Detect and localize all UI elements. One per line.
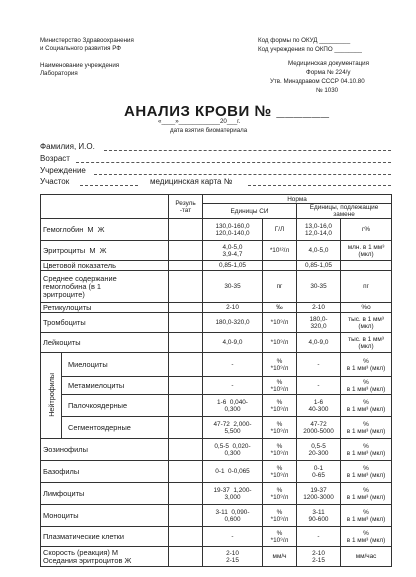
replace-value: - <box>297 353 341 377</box>
si-value: 47-72 2,000- 5,500 <box>203 417 263 439</box>
table-row <box>41 547 392 567</box>
replace-unit: тыс. в 1 мм³ (мкл) <box>341 333 392 353</box>
result-cell[interactable] <box>169 483 203 505</box>
si-unit: % *10⁹/л <box>263 377 297 395</box>
age-input-line[interactable] <box>76 162 391 163</box>
result-cell[interactable] <box>169 241 203 261</box>
okpo-code: Код учреждения по ОКПО ________ <box>258 46 362 53</box>
table-row <box>41 241 392 261</box>
form-number: Форма № 224/у <box>306 69 351 76</box>
table-row <box>41 261 392 271</box>
replace-unit: % в 1 мм³ (мкл) <box>341 483 392 505</box>
si-value: 0,5-5 0,020- 0,300 <box>203 439 263 461</box>
result-cell[interactable] <box>169 461 203 483</box>
si-unit: *10⁹/л <box>263 333 297 353</box>
si-unit: ‰ <box>263 303 297 313</box>
replace-unit: % в 1 мм³ (мкл) <box>341 353 392 377</box>
row-name: Миелоциты <box>62 353 169 377</box>
replace-value: 47-72 2000-5000 <box>297 417 341 439</box>
result-cell[interactable] <box>169 271 203 303</box>
si-value: 3-11 0,090- 0,600 <box>203 505 263 527</box>
si-value: 1-6 0,040- 0,300 <box>203 395 263 417</box>
header-norm: Норма <box>203 195 392 204</box>
date-line[interactable]: «____»____________20___г. <box>158 118 241 125</box>
si-unit: % *10⁹/л <box>263 439 297 461</box>
replace-unit: % в 1 мм³ (мкл) <box>341 377 392 395</box>
row-name: Эозинофилы <box>41 439 169 461</box>
institution-input-line[interactable] <box>94 174 391 175</box>
replace-unit: млн. в 1 мм³ (мкл) <box>341 241 392 261</box>
replace-value: 0,85-1,05 <box>297 261 341 271</box>
si-unit: % *10⁹/л <box>263 461 297 483</box>
si-unit: % *10⁹/л <box>263 483 297 505</box>
name-input-line[interactable] <box>104 150 391 151</box>
replace-value: - <box>297 377 341 395</box>
card-label: медицинская карта № <box>150 177 233 186</box>
neutrophils-group-cell <box>41 353 62 439</box>
row-name: Цветовой показатель <box>41 261 169 271</box>
row-name: Тромбоциты <box>41 313 169 333</box>
table-row <box>41 483 392 505</box>
si-unit: пг <box>263 271 297 303</box>
result-cell[interactable] <box>169 527 203 547</box>
si-value: 2-10 <box>203 303 263 313</box>
result-cell[interactable] <box>169 333 203 353</box>
si-unit: *10⁹/л <box>263 313 297 333</box>
row-name: Метамиелоциты <box>62 377 169 395</box>
neutrophils-label: Нейтрофилы <box>46 372 56 417</box>
row-name: Лейкоциты <box>41 333 169 353</box>
institution-header: Наименование учреждения Лаборатория <box>40 62 120 77</box>
section-label: Участок <box>40 177 70 186</box>
replace-unit: % в 1 мм³ (мкл) <box>341 527 392 547</box>
replace-unit: % в 1 мм³ (мкл) <box>341 505 392 527</box>
replace-unit: тыс. в 1 мм³ (мкл) <box>341 313 392 333</box>
replace-value: 0,5-5 20-300 <box>297 439 341 461</box>
table-row <box>41 219 392 241</box>
replace-value: 13,0-16,0 12,0-14,0 <box>297 219 341 241</box>
replace-value: 4,0-9,0 <box>297 333 341 353</box>
result-cell[interactable] <box>169 505 203 527</box>
si-unit: % *10⁹/л <box>263 417 297 439</box>
replace-value: 19-37 1200-3000 <box>297 483 341 505</box>
replace-unit: % в 1 мм³ (мкл) <box>341 417 392 439</box>
si-value: 0,85-1,05 <box>203 261 263 271</box>
table-row <box>41 439 392 461</box>
table-row <box>41 313 392 333</box>
row-name: Среднее содержание гемоглобина (в 1 эритроците) <box>41 271 169 303</box>
replace-unit: г% <box>341 219 392 241</box>
institution-label: Учреждение <box>40 166 86 175</box>
approval-text: Утв. Минздравом СССР 04.10.80 <box>270 78 365 85</box>
row-name: Моноциты <box>41 505 169 527</box>
row-name: Эритроциты М Ж <box>41 241 169 261</box>
result-cell[interactable] <box>169 303 203 313</box>
si-unit <box>263 261 297 271</box>
table-row <box>41 333 392 353</box>
header-name-cell <box>41 195 169 219</box>
ministry-text: Министерство Здравоохранения и Социального развития РФ <box>40 37 134 52</box>
card-input-line[interactable] <box>248 185 391 186</box>
result-cell[interactable] <box>169 377 203 395</box>
si-unit: мм/ч <box>263 547 297 567</box>
med-doc-label: Медицинская документация <box>288 60 369 67</box>
replace-value: 2-10 <box>297 303 341 313</box>
replace-value: 0-1 0-65 <box>297 461 341 483</box>
replace-unit: %о <box>341 303 392 313</box>
replace-unit: % в 1 мм³ (мкл) <box>341 461 392 483</box>
si-value: 4,0-9,0 <box>203 333 263 353</box>
result-cell[interactable] <box>169 417 203 439</box>
replace-value: 2-10 2-15 <box>297 547 341 567</box>
row-name: Плазматические клетки <box>41 527 169 547</box>
header-result: Резуль -тат <box>169 195 203 219</box>
replace-value: 180,0- 320,0 <box>297 313 341 333</box>
table-row <box>41 353 392 377</box>
table-row <box>41 271 392 303</box>
blood-analysis-table <box>40 194 392 567</box>
result-cell[interactable] <box>169 395 203 417</box>
approval-number: № 1030 <box>316 87 339 94</box>
si-unit: Г/Л <box>263 219 297 241</box>
table-row <box>41 395 392 417</box>
row-name: Сегментоядерные <box>62 417 169 439</box>
result-cell[interactable] <box>169 313 203 333</box>
replace-value: 30-35 <box>297 271 341 303</box>
result-cell[interactable] <box>169 261 203 271</box>
si-unit: % *10⁹/л <box>263 395 297 417</box>
table-row <box>41 417 392 439</box>
si-value: 30-35 <box>203 271 263 303</box>
result-cell[interactable] <box>169 547 203 567</box>
si-value: - <box>203 377 263 395</box>
si-unit: *10¹²/л <box>263 241 297 261</box>
name-label: Фамилия, И.О. <box>40 142 95 151</box>
page-title: АНАЛИЗ КРОВИ № ______ <box>124 103 330 120</box>
row-name: Палочкоядерные <box>62 395 169 417</box>
date-caption: дата взятия биоматериала <box>170 127 248 134</box>
replace-unit: % в 1 мм³ (мкл) <box>341 395 392 417</box>
replace-unit <box>341 261 392 271</box>
replace-unit: % в 1 мм³ (мкл) <box>341 439 392 461</box>
si-value: 180,0-320,0 <box>203 313 263 333</box>
replace-value: 1-6 40-300 <box>297 395 341 417</box>
result-cell[interactable] <box>169 439 203 461</box>
table-row <box>41 461 392 483</box>
row-name: Ретикулоциты <box>41 303 169 313</box>
si-unit: % *10⁹/л <box>263 527 297 547</box>
age-label: Возраст <box>40 154 70 163</box>
row-name: Гемоглобин М Ж <box>41 219 169 241</box>
si-value: 2-10 2-15 <box>203 547 263 567</box>
replace-value: 4,0-5,0 <box>297 241 341 261</box>
si-unit: % *10⁹/л <box>263 353 297 377</box>
si-value: - <box>203 353 263 377</box>
header-replace-units: Единицы, подлежащие замене <box>297 204 392 219</box>
table-row <box>41 527 392 547</box>
table-row <box>41 505 392 527</box>
replace-unit: пг <box>341 271 392 303</box>
row-name: Базофилы <box>41 461 169 483</box>
header-si-units: Единицы СИ <box>203 204 297 219</box>
si-value: - <box>203 527 263 547</box>
result-cell[interactable] <box>169 219 203 241</box>
section-input-line[interactable] <box>80 185 138 186</box>
si-unit: % *10⁹/л <box>263 505 297 527</box>
replace-unit: мм/час <box>341 547 392 567</box>
replace-value: - <box>297 527 341 547</box>
si-value: 19-37 1,200- 3,000 <box>203 483 263 505</box>
si-value: 0-1 0-0,065 <box>203 461 263 483</box>
table-row <box>41 377 392 395</box>
replace-value: 3-11 90-600 <box>297 505 341 527</box>
row-name: Скорость (реакция) М Оседания эритроцитов Ж <box>41 547 169 567</box>
row-name: Лимфоциты <box>41 483 169 505</box>
result-cell[interactable] <box>169 353 203 377</box>
si-value: 4,0-5,0 3,9-4,7 <box>203 241 263 261</box>
si-value: 130,0-160,0 120,0-140,0 <box>203 219 263 241</box>
table-row <box>41 303 392 313</box>
okud-code: Код формы по ОКУД _________ <box>258 37 351 44</box>
